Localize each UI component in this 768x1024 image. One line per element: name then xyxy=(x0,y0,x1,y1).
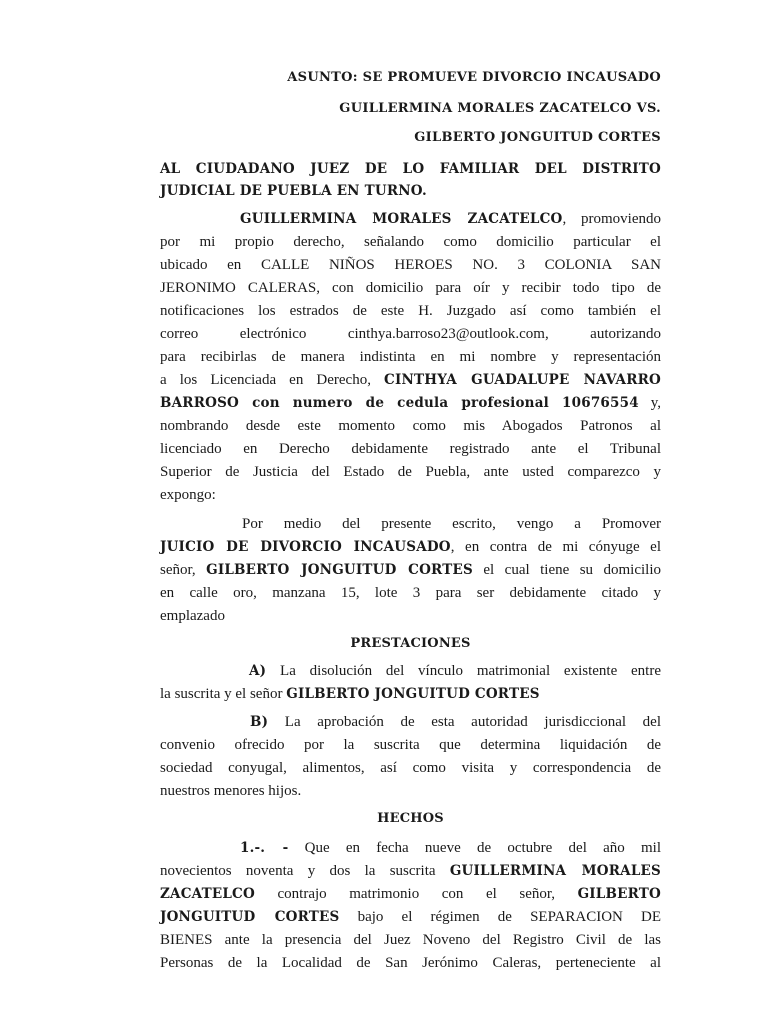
prestaciones-title: PRESTACIONES xyxy=(350,636,471,651)
intro-line-7: para recibirlas de manera indistinta en mi nombre y representación xyxy=(160,349,661,365)
intro-line-5: notificaciones los estrados de este H. Juzgado así como también el xyxy=(160,303,661,319)
prestacion-b-line-1: B) La aprobación de esta autoridad jurisdiccional del xyxy=(250,714,661,730)
intro-line-11: licenciado en Derecho debidamente registrado ante el Tribunal xyxy=(160,441,661,457)
subject-line: ASUNTO: SE PROMUEVE DIVORCIO INCAUSADO xyxy=(287,70,661,85)
intro-line-10: nombrando desde este momento como mis Abogados Patronos al xyxy=(160,418,661,434)
hecho-1-line-6: Personas de la Localidad de San Jerónimo Caleras, perteneciente al xyxy=(160,955,661,971)
hecho-1-line-4: JONGUITUD CORTES bajo el régimen de SEPARACION DE xyxy=(160,909,661,925)
addressee-line-2: JUDICIAL DE PUEBLA EN TURNO. xyxy=(160,183,427,199)
prestacion-b-line-4: nuestros menores hijos. xyxy=(160,783,302,799)
intro-line-1: GUILLERMINA MORALES ZACATELCO, promoviendo xyxy=(240,211,661,227)
hecho-1-line-1: 1.-. - Que en fecha nueve de octubre del año mil xyxy=(240,840,661,856)
intro-line-13: expongo: xyxy=(160,487,216,503)
parties-line-1: GUILLERMINA MORALES ZACATELCO VS. xyxy=(339,101,661,116)
intro-line-2: por mi propio derecho, señalando como domicilio particular el xyxy=(160,234,661,250)
promotion-line-2: JUICIO DE DIVORCIO INCAUSADO, en contra de mi cónyuge el xyxy=(160,539,661,555)
parties-line-2: GILBERTO JONGUITUD CORTES xyxy=(414,130,661,145)
promotion-line-5: emplazado xyxy=(160,608,225,624)
promotion-line-4: en calle oro, manzana 15, lote 3 para ser debidamente citado y xyxy=(160,585,661,601)
intro-line-9: BARROSO con numero de cedula profesional 10676554 y, xyxy=(160,395,661,411)
hecho-1-line-5: BIENES ante la presencia del Juez Noveno del Registro Civil de las xyxy=(160,932,661,948)
hecho-1-line-2: novecientos noventa y dos la suscrita GUILLERMINA MORALES xyxy=(160,863,661,879)
prestacion-b-line-2: convenio ofrecido por la suscrita que determina liquidación de xyxy=(160,737,661,753)
prestacion-a-line-2: la suscrita y el señor GILBERTO JONGUITUD CORTES xyxy=(160,686,540,702)
promotion-line-3: señor, GILBERTO JONGUITUD CORTES el cual tiene su domicilio xyxy=(160,562,661,578)
prestacion-a-line-1: A) La disolución del vínculo matrimonial existente entre xyxy=(249,663,661,679)
prestacion-b-line-3: sociedad conyugal, alimentos, así como visita y correspondencia de xyxy=(160,760,661,776)
intro-line-12: Superior de Justicia del Estado de Puebla, ante usted comparezco y xyxy=(160,464,661,480)
intro-line-6: correo electrónico cinthya.barroso23@outlook.com, autorizando xyxy=(160,326,661,342)
hecho-1-line-3: ZACATELCO contrajo matrimonio con el señor, GILBERTO xyxy=(160,886,661,902)
hechos-title: HECHOS xyxy=(377,811,444,826)
intro-line-4: JERONIMO CALERAS, con domicilio para oír y recibir todo tipo de xyxy=(160,280,661,296)
intro-line-3: ubicado en CALLE NIÑOS HEROES NO. 3 COLONIA SAN xyxy=(160,257,661,273)
addressee-line-1: AL CIUDADANO JUEZ DE LO FAMILIAR DEL DISTRITO xyxy=(160,161,661,177)
promotion-line-1: Por medio del presente escrito, vengo a Promover xyxy=(242,516,661,532)
intro-line-8: a los Licenciada en Derecho, CINTHYA GUADALUPE NAVARRO xyxy=(160,372,661,388)
